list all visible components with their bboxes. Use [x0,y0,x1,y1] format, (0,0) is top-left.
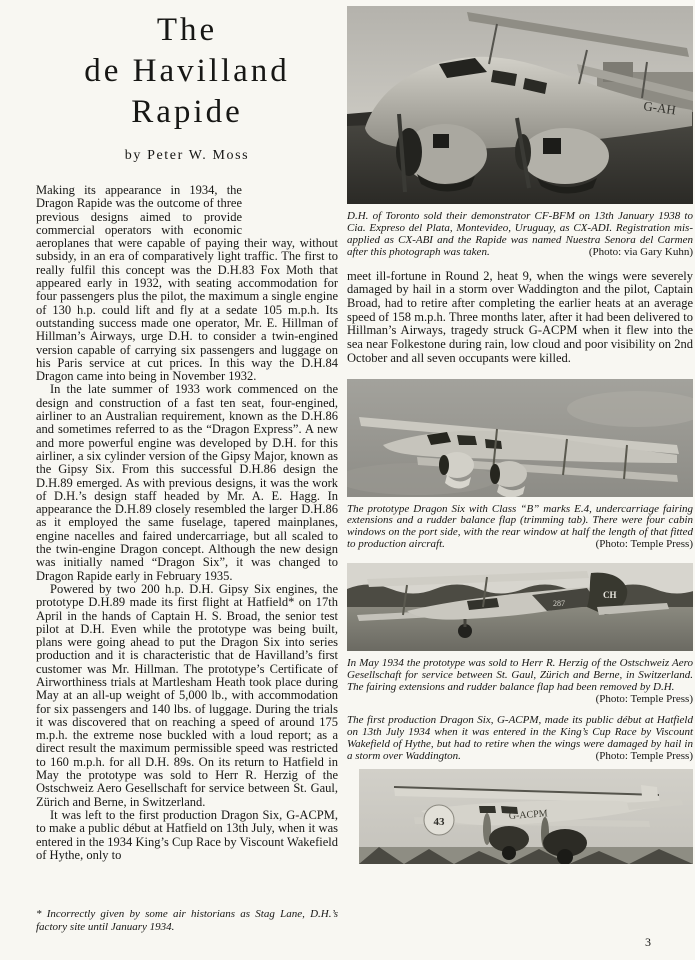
photo-caption-3 [347,658,693,706]
photo-herzig-ground [347,563,693,651]
right-column [347,6,693,864]
photo-caption-1 [347,211,693,259]
page-title-line-1: The [156,12,218,48]
byline: by Peter W. Moss [124,148,250,163]
page-title-line-2: de Havilland [84,53,290,89]
photo-credit-1: (Photo: via Gary Kuhn) [588,245,693,258]
left-column [36,10,338,934]
photo-credit-4: (Photo: Temple Press) [595,749,693,762]
photo1-registration-marking: G-AH [642,98,677,118]
photo-credit-3: (Photo: Temple Press) [595,692,693,705]
photo-cf-bfm-on-ground [347,6,693,204]
body-paragraph-3: Powered by two 200 h.p. D.H. Gipsy Six engines, the prototype D.H.89 made its first flight at Hatfield* on 17th April in the hands of Captain H. S. Broad, the senior test pilot at D.H. Even while the prototype was being built, plans were going ahead to put the Dragon Six into series production and it is characteristic that de Havilland’s first customer was Mr. Hillman. The prototype’s Certificate of Airworthiness trials at Martlesham Heath took place during May at an all-up weight of 5,000 lb., with accommodation for six passengers and 140 lbs. of luggage. During the trials it was discovered that on reaching a speed of around 175 m.p.h. the extreme nose buckled with a loud report; as a direct result the maximum permissible speed was restricted to 160 m.p.h. for all D.H. 89s. On its return to Hatfield in May the prototype was sold to Herr R. Herzig of the Ostschweiz Aero Gesellschaft for service between St. Gaul, Zürich and Berne, in Switzerland. [36,581,338,809]
body-paragraph-1-text: Making its appearance in 1934, the Dragon Rapide was the outcome of three previous designs aimed to provide commercial operators with economic aeroplanes that were capable of paying their way, without subsidy, in an era of comparatively light traffic. The first to really fulfil this concept was the D.H.83 Fox Moth that appeared early in 1932, with seating accommodation for four passengers plus the pilot, the maximum a single engine of 130 h.p. could lift and fly at a sedate 105 m.p.h. Its outstanding success made one operator, Mr. E. Hillman of Hillman’s Airways, urge D.H. to consider a twin-engined version capable of carrying six passengers and luggage on his Paris service at cut prices. In this way the D.H.84 Dragon came into being in November 1932. [36,183,338,384]
masthead [36,10,338,164]
photo-caption-1-text: D.H. of Toronto sold their demonstrator CF-BFM on 13th January 1938 to Cia. Expreso del Plata, Montevideo, Uruguay, as CX-ADI. Registration mis-applied as CX-ABI and the Rapide was named Nuestra Senora del Carmen after this photograph was taken. [347,210,693,258]
photo-caption-4 [347,715,693,763]
photo3-fuselage-number: 287 [553,599,565,609]
photo-caption-2 [347,504,693,552]
photo3-tail-code: CH [603,590,617,601]
photo4-race-number: 43 [433,815,445,828]
photo-credit-2: (Photo: Temple Press) [595,538,693,551]
photo-prototype-in-flight [347,379,693,497]
body-continuation: meet ill-fortune in Round 2, heat 9, when the wings were severely damaged by hail in a storm over Waddington and the pilot, Captain Broad, had to retire after completing the earlier heats at an average speed of 158 m.p.h. Three months later, after it had been delivered to Hillman’s Airways, tragedy struck G-ACPM when it flew into the sea near Folkestone during rain, low cloud and poor visibility on 2nd October and all seven occupants were killed. [347,268,693,365]
photo-caption-2-text: The prototype Dragon Six with Class “B” marks E.4, undercarriage fairing extensions and a rudder balance flap (trimming tab). There were four cabin windows on the port side, with the rear window at half the length of that fitted to production aircraft. [347,502,693,551]
layout-spacer [242,184,338,224]
photo-gacpm-image [359,769,693,864]
photo-flight-image [347,379,693,497]
photo-gacpm-takeoff [359,769,693,864]
page-number: 3 [645,935,651,949]
photo-cf-bfm-image [347,6,693,204]
photo-caption-4-text: The first production Dragon Six, G-ACPM, made its public début at Hatfield on 13th July 1934 when it was entered in the King’s Cup Race by Viscount Wakefield of Hythe, but had to retire when the wings were damaged by hail in a storm over Waddington. [347,713,693,762]
body-paragraph-4: It was left to the first production Dragon Six, G-ACPM, to make a public début at Hatfield on 13th July, when it was entered in the 1934 King’s Cup Race by Viscount Wakefield of Hythe, only to [36,807,338,862]
footnote: * Incorrectly given by some air historians as Stag Lane, D.H.’s factory site until January 1934. [36,908,338,933]
body-paragraph-1 [36,184,338,383]
page-title-line-3: Rapide [131,94,243,130]
body-paragraph-2: In the late summer of 1933 work commenced on the design and construction of a fast ten seat, four-engined, airliner to an Australian requirement, known as the D.H.86 and sometimes referred to as the “Dragon Express”. A new and more powerful engine was developed by D.H. for this airliner, a six cylinder version of the Gipsy Major, known as the Gipsy Six. From this successful D.H.86 design the D.H.89 emerged. As with previous designs, it was the work of D.H.’s design staff headed by Mr. A. E. Hagg. In appearance the D.H.89 closely resembled the larger D.H.86 as it employed the same fuselage, tapered mainplanes, engine nacelles and faired undercarriage, but all scaled to the twin-engine Dragon concept. Although the new design was initially named “Dragon Six”, it was changed to Dragon Rapide early in February 1935. [36,382,338,583]
photo-caption-3-text: In May 1934 the prototype was sold to Herr R. Herzig of the Ostschweiz Aero Gesellschaft for service between St. Gaul, Zürich and Berne, in Switzerland. The fairing extensions and rudder balance flap had been removed by D.H. [347,657,693,693]
photo4-registration: G-ACPM [508,807,549,822]
photo-herzig-image [347,563,693,651]
